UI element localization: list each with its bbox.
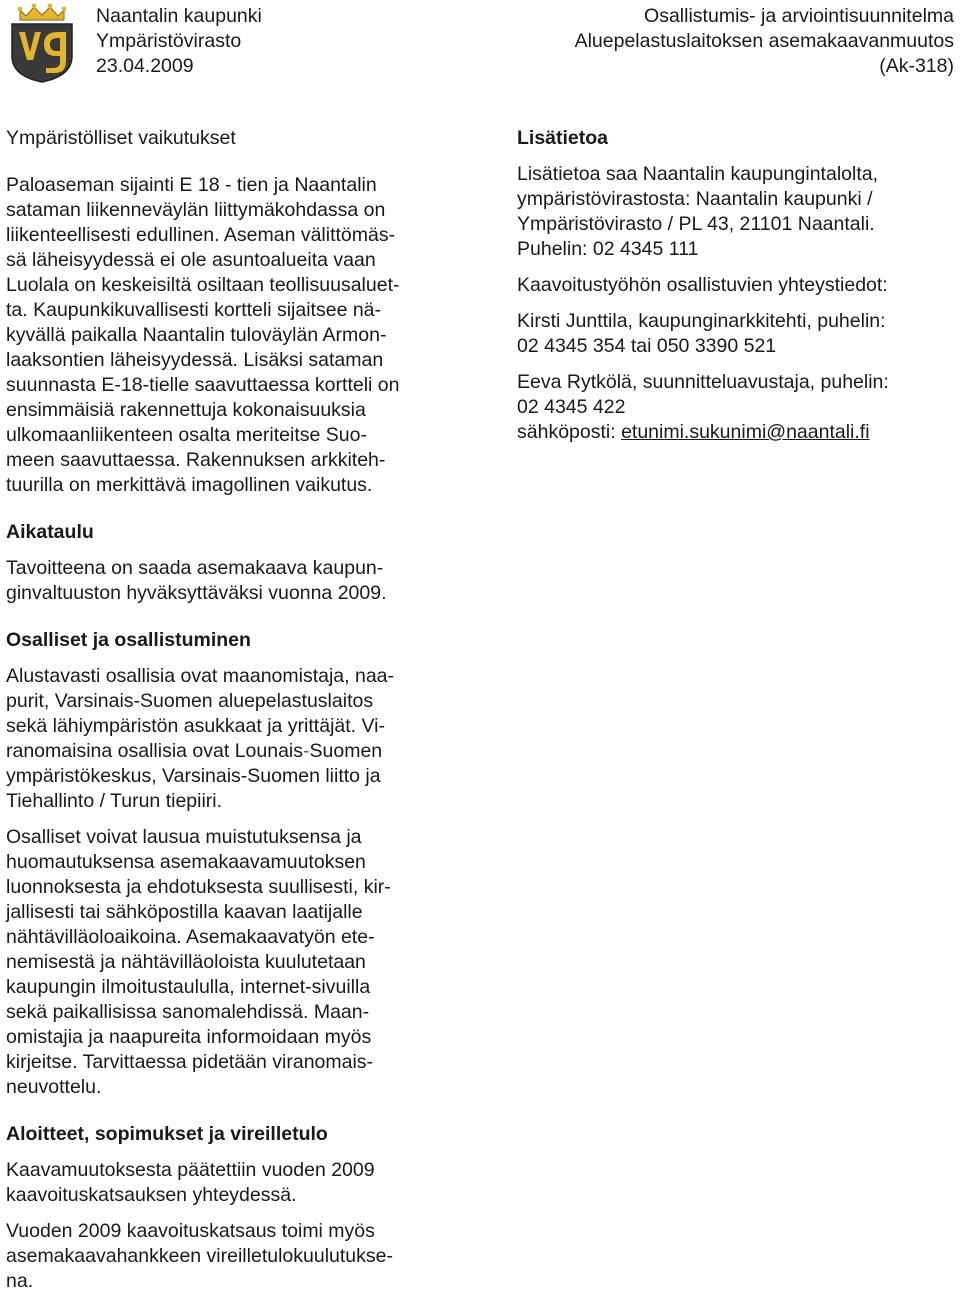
section-paragraph xyxy=(6,825,476,1100)
text-line: meen saavuttaessa. Rakennuksen arkkiteh- xyxy=(6,449,386,471)
text-line: ginvaltuuston hyväksyttäväksi vuonna 2009. xyxy=(6,582,387,604)
section-initiatives xyxy=(6,1122,476,1294)
text-line: purit, Varsinais-Suomen aluepelastuslaitos xyxy=(6,690,374,712)
text-line: sataman liikenneväylän liittymäkohdassa on xyxy=(6,199,386,221)
text-line: kyvällä paikalla Naantalin tuloväylän Armon- xyxy=(6,324,387,346)
text-line: kaupungin ilmoitustaululla, internet-sivuilla xyxy=(6,976,371,998)
highlighted-dash: - xyxy=(303,740,310,762)
contact-entry xyxy=(517,370,957,445)
text-line: Paloaseman sijainti E 18 - tien ja Naantalin xyxy=(6,174,377,196)
text-line: omistajia ja naapureita informoidaan myös xyxy=(6,1026,372,1048)
section-title: Aikataulu xyxy=(6,521,94,543)
contact-entry xyxy=(517,309,957,359)
section-title: Osalliset ja osallistuminen xyxy=(6,629,251,651)
section-info xyxy=(517,126,957,445)
text-line: sekä lähiympäristön asukkaat ja yrittäjät. Vi- xyxy=(6,715,385,737)
text-line: kaavoituskatsauksen yhteydessä. xyxy=(6,1184,297,1206)
header-right xyxy=(575,4,954,79)
coat-of-arms-icon xyxy=(6,2,78,84)
text-line: Ympäristövirasto / PL 43, 21101 Naantali. xyxy=(517,213,875,235)
text-line: kirjeitse. Tarvittaessa pidetään viranomais- xyxy=(6,1051,374,1073)
section-paragraph xyxy=(517,162,957,262)
text-line: sekä paikallisissa sanomalehdissä. Maan- xyxy=(6,1001,370,1023)
section-schedule xyxy=(6,520,476,606)
text-line: Tavoitteena on saada asemakaava kaupun- xyxy=(6,557,384,579)
text-line: nähtävilläoloaikoina. Asemakaavatyön ete- xyxy=(6,926,375,948)
text-fragment: Suomen xyxy=(309,740,383,762)
section-paragraph xyxy=(6,1219,476,1294)
text-line: ulkomaanliikenteen osalta meriteitse Suo- xyxy=(6,424,367,446)
text-line: ensimmäisiä rakennettuja kokonaisuuksia xyxy=(6,399,366,421)
header-date: 23.04.2009 xyxy=(96,55,194,77)
text-line: nemisestä ja nähtävilläoloista kuulutetaan xyxy=(6,951,366,973)
text-line: liikenteellisesti edullinen. Aseman välittömäs- xyxy=(6,224,396,246)
header-doc-subject: Aluepelastuslaitoksen asemakaavanmuutos xyxy=(574,30,954,52)
section-title: Ympäristölliset vaikutukset xyxy=(6,127,236,149)
email-label: sähköposti: xyxy=(517,421,622,443)
section-title: Lisätietoa xyxy=(517,127,609,149)
contacts-title: Kaavoitustyöhön osallistuvien yhteystiedot: xyxy=(517,274,888,296)
text-line: ta. Kaupunkikuvallisesti kortteli sijaitsee nä- xyxy=(6,299,382,321)
text-line: 02 4345 422 xyxy=(517,396,626,418)
text-line: Luolala on keskeisiltä osiltaan teollisuusaluet- xyxy=(6,274,400,296)
section-paragraph xyxy=(6,664,476,814)
section-environment xyxy=(6,126,476,498)
text-line: Vuoden 2009 kaavoituskatsaus toimi myös xyxy=(6,1220,375,1242)
text-line: ympäristökeskus, Varsinais-Suomen liitto ja xyxy=(6,765,381,787)
text-line: Puhelin: 02 4345 111 xyxy=(517,238,699,260)
section-paragraph xyxy=(6,1158,476,1208)
email-line xyxy=(517,420,957,445)
text-line: suunnasta E-18-tielle saavuttaessa kortteli on xyxy=(6,374,400,396)
section-participants xyxy=(6,628,476,1100)
text-line: laaksontien läheisyydessä. Lisäksi sataman xyxy=(6,349,384,371)
text-line: Eeva Rytkölä, suunnitteluavustaja, puhelin: xyxy=(517,371,889,393)
text-line: asemakaavahankkeen vireilletulokuulutukse- xyxy=(6,1245,393,1267)
header-doc-code: (Ak-318) xyxy=(879,55,954,77)
text-line: 02 4345 354 tai 050 3390 521 xyxy=(517,335,777,357)
text-line: Osalliset voivat lausua muistutuksensa ja xyxy=(6,826,362,848)
header-department: Ympäristövirasto xyxy=(96,30,242,52)
text-line: ympäristövirastosta: Naantalin kaupunki / xyxy=(517,188,873,210)
text-line: huomautuksensa asemakaavamuutoksen xyxy=(6,851,366,873)
header-left xyxy=(96,4,262,79)
text-line: Tiehallinto / Turun tiepiiri. xyxy=(6,790,223,812)
text-line: Kaavamuutoksesta päätettiin vuoden 2009 xyxy=(6,1159,375,1181)
text-line: neuvottelu. xyxy=(6,1076,102,1098)
section-paragraph xyxy=(6,173,476,498)
text-line: Kirsti Junttila, kaupunginarkkitehti, puhelin: xyxy=(517,310,886,332)
text-line: Alustavasti osallisia ovat maanomistaja, naa- xyxy=(6,665,395,687)
text-line: na. xyxy=(6,1270,34,1292)
section-paragraph xyxy=(6,556,476,606)
text-line: Lisätietoa saa Naantalin kaupungintalolta, xyxy=(517,163,879,185)
left-column xyxy=(6,126,476,1294)
right-column xyxy=(517,126,957,445)
text-line: tuurilla on merkittävä imagollinen vaikutus. xyxy=(6,474,373,496)
header-org: Naantalin kaupunki xyxy=(96,5,262,27)
header-doc-type: Osallistumis- ja arviointisuunnitelma xyxy=(644,5,954,27)
text-fragment: ranomaisina osallisia ovat Lounais xyxy=(6,740,304,762)
text-line: sä läheisyydessä ei ole asuntoalueita vaan xyxy=(6,249,376,271)
text-line: jallisesti tai sähköpostilla kaavan laatijalle xyxy=(6,901,363,923)
text-line: luonnoksesta ja ehdotuksesta suullisesti, kir- xyxy=(6,876,391,898)
city-logo xyxy=(6,2,78,84)
email-link[interactable]: etunimi.sukunimi@naantali.fi xyxy=(621,421,870,443)
text-line xyxy=(6,739,476,764)
section-title: Aloitteet, sopimukset ja vireilletulo xyxy=(6,1123,328,1145)
